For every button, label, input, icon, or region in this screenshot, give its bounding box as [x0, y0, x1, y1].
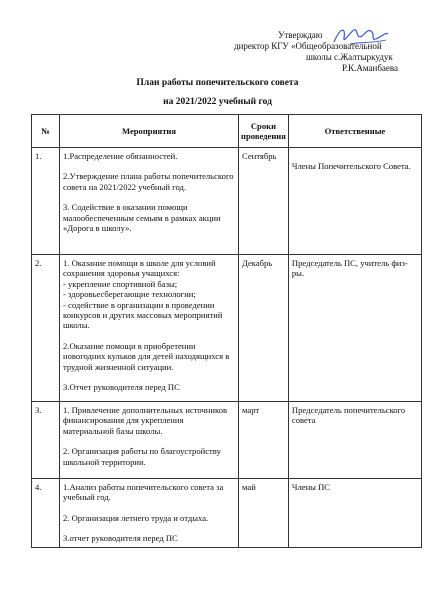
event-item: 1.Распределение обязанностей. [63, 151, 178, 161]
table-row [32, 148, 422, 255]
event-item: 1. Привлечение дополнительных источников финансирования для укрепления материальной базы школы. [63, 405, 228, 436]
event-item: 2. Организация летнего труда и отдыха. [63, 512, 209, 523]
row-number: 4. [32, 479, 60, 548]
row-term: Декабрь [239, 255, 289, 402]
page-subtitle: на 2021/2022 учебный год [163, 97, 272, 107]
row-responsible [288, 148, 421, 255]
row-number: 1. [32, 148, 60, 255]
event-item: 3. Содействие в оказании помощи малообеспеченным семьям в рамках акции «Дорога в школу». [63, 202, 221, 234]
event-item: 3.Отчет руководителя перед ПС [63, 382, 180, 393]
table-row [32, 255, 422, 402]
row-events [60, 479, 239, 548]
row-events [60, 148, 239, 255]
row-responsible: Члены ПС [288, 479, 421, 548]
approval-line-4: Р.К.Аманбаева [342, 63, 399, 73]
header-events: Мероприятия [60, 115, 239, 148]
header-responsible: Ответственные [288, 115, 421, 148]
table-header-row [32, 115, 422, 148]
page-title: План работы попечительского совета [136, 78, 299, 88]
table-row [32, 402, 422, 479]
header-term: Сроки проведения [239, 115, 289, 148]
approval-line-2: директор КГУ «Общеобразовательной [234, 41, 382, 51]
event-item: 2. Организация работы по благоустройству школьной территории. [63, 446, 221, 467]
approval-line-3: школы с.Жалтыркудук [306, 52, 393, 62]
row-term: март [239, 402, 289, 479]
event-item: 3.отчет руководителя перед ПС [63, 533, 178, 544]
row-number: 2. [32, 255, 60, 402]
event-item: 2.Оказание помощи в приобретении новогодних кульков для детей находящихся в трудной жизненной ситуации. [63, 340, 230, 372]
table-row [32, 479, 422, 548]
event-item: 1.Анализ работы попечительского совета за учебный год. [63, 482, 224, 503]
row-responsible: Председатель ПС, учитель физ-ры. [288, 255, 421, 402]
event-item: 1. Оказание помощи в школе для условий сохранения здоровья учащихся: - укрепление спортивной базы; - здоровьесберегающие технологии; - содействие в организации в проведении конкурсов и других массовых мероприятий школы. [63, 258, 223, 331]
approval-line-1: Утверждаю [278, 30, 323, 40]
header-number: № [32, 115, 60, 148]
row-responsible: Председатель попечительского совета [288, 402, 421, 479]
row-events [60, 402, 239, 479]
row-term: Сентябрь [239, 148, 289, 255]
signature-icon [330, 22, 392, 50]
row-number: 3. [32, 402, 60, 479]
row-events [60, 255, 239, 402]
plan-table [31, 114, 422, 548]
responsible-text: Члены Попечительского Совета. [291, 161, 411, 171]
row-term: май [239, 479, 289, 548]
event-item: 2.Утверждение плана работы попечительского совета на 2021/2022 учебный год. [63, 171, 234, 192]
